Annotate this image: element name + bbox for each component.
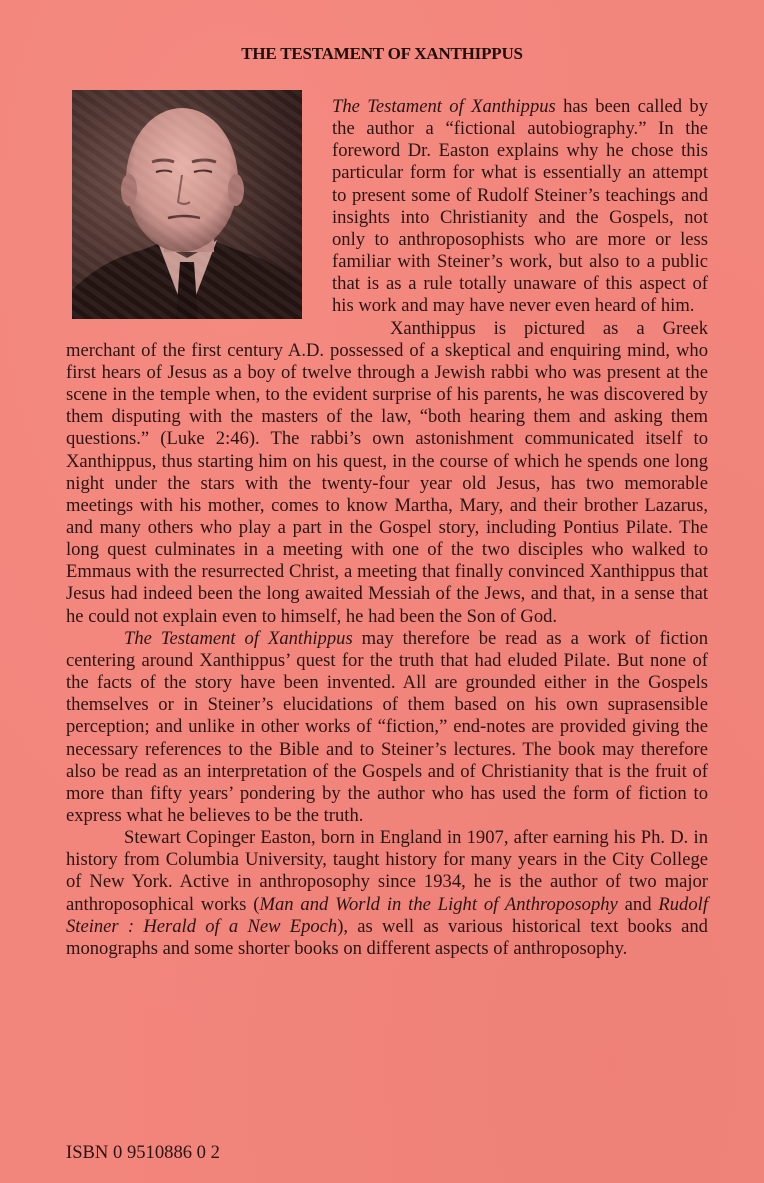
isbn-number: ISBN 0 9510886 0 2 bbox=[66, 1142, 220, 1163]
blurb-text bbox=[66, 96, 708, 960]
paragraph-3 bbox=[66, 628, 708, 827]
paragraph-4-text: and bbox=[617, 893, 659, 915]
paragraph-4-text: Stewart Copinger Easton, born in England in 1907, after earning his Ph. D. in history from Columbia University, taught history for many years in the City College of New York. Active in anthroposophy since 1934, he is the author of two major anthroposophical works ( bbox=[66, 827, 708, 915]
paragraph-4 bbox=[66, 827, 708, 960]
paragraph-2-text: Xanthippus is pictured as a Greek merchant of the first century A.D. possessed of a skeptical and enquiring mind, who first hears of Jesus as a boy of twelve through a Jewish rabbi who was present at the scene in the temple when, to the evident surprise of his parents, he was discovered by them disputing with the masters of the law, “both hearing them and asking them questions.” (Luke 2:46). The rabbi’s own astonishment communicated itself to Xanthippus, thus starting him on his quest, in the course of which he spends one long night under the stars with the twenty-four year old Jesus, has two memorable meetings with his mother, comes to know Martha, Mary, and their brother Lazarus, and many others who play a part in the Gospel story, including Pontius Pilate. The long quest culminates in a meeting with one of the two disciples who walked to Emmaus with the resurrected Christ, a meeting that finally convinced Xanthippus that Jesus had indeed been the long awaited Messiah of the Jews, and that, in a sense that he could not explain even to himself, he had been the Son of God. bbox=[66, 317, 708, 627]
book-title-italic: The Testament of Xanthippus bbox=[332, 96, 556, 117]
book-title: THE TESTAMENT OF XANTHIPPUS bbox=[241, 44, 523, 63]
paragraph-2 bbox=[66, 318, 708, 628]
work-title-italic: Rudolf Steiner : Herald of a New Epoch bbox=[66, 893, 708, 937]
paragraph-4-text: ), as well as various historical text books and monographs and some shorter books on different aspects of anthroposophy. bbox=[66, 915, 708, 959]
author-portrait-image bbox=[72, 90, 302, 319]
paragraph-3-text: may therefore be read as a work of fiction centering around Xanthippus’ quest for the truth that had eluded Pilate. But none of the facts of the story have been invented. All are grounded either in the Gospels themselves or in Steiner’s elucidations of them based on his own suprasensible perception; and unlike in other works of “fiction,” end-notes are provided giving the necessary references to the Bible and to Steiner’s lectures. The book may therefore also be read as an interpretation of the Gospels and of Christianity that is the fruit of more than fifty years’ pondering by the author who has used the form of fiction to express what he believes to be the truth. bbox=[66, 627, 709, 826]
author-photo-icon bbox=[72, 90, 302, 319]
book-title-italic: The Testament of Xanthippus bbox=[124, 627, 353, 649]
work-title-italic: Man and World in the Light of Anthroposophy bbox=[259, 893, 618, 915]
paragraph-1-text: has been called by the author a “fictional autobiography.” In the foreword Dr. Easton explains why he chose this particular form for what is essentially an attempt to present some of Rudolf Steiner’s teachings and insights into Christianity and the Gospels, not only to anthroposophists who are more or less familiar with Steiner’s work, but also to a public that is as a rule totally unaware of this aspect of his work and may have never even heard of him. bbox=[332, 96, 708, 317]
